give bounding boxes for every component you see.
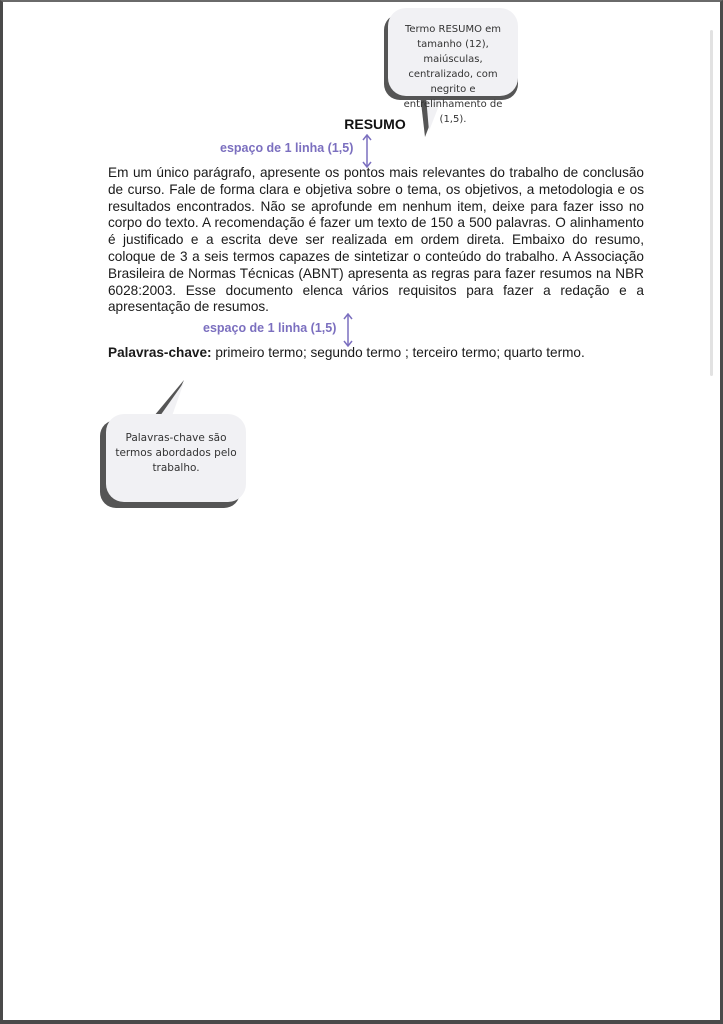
spacing-note-bottom: espaço de 1 linha (1,5)	[203, 321, 337, 335]
bubble-title-text: Termo RESUMO em tamanho (12), maiúsculas, centralizado, com negrito e entrelinhamento de (1,5).	[403, 24, 503, 125]
resumo-title: RESUMO	[344, 116, 406, 132]
double-arrow-icon	[361, 134, 373, 168]
double-arrow-icon	[342, 313, 354, 347]
keywords-text: primeiro termo; segundo termo ; terceiro termo; quarto termo.	[211, 345, 585, 360]
bubble-keywords-text: Palavras-chave são termos abordados pelo trabalho.	[115, 432, 237, 474]
bubble-keywords-note	[106, 414, 246, 502]
bubble-title-note	[388, 8, 518, 125]
scrollbar[interactable]	[710, 30, 713, 376]
keywords-label: Palavras-chave:	[108, 345, 212, 360]
spacing-note-top: espaço de 1 linha (1,5)	[220, 141, 354, 155]
abstract-paragraph: Em um único parágrafo, apresente os pontos mais relevantes do trabalho de conclusão de curso. Fale de forma clara e objetiva sobre o tema, os objetivos, a metodologia e os resultados encontrados. Não se aprofunde em nenhum item, deixe para fazer isso no corpo do texto. A recomendação é fazer um texto de 150 a 500 palavras. O alinhamento é justificado e a escrita deve ser realizada em ordem direta. Embaixo do resumo, coloque de 3 a seis termos capazes de sintetizar o conteúdo do trabalho. A Associação Brasileira de Normas Técnicas (ABNT) apresenta as regras para fazer resumos na NBR 6028:2003. Esse documento elenca vários requisitos para fazer a redação e a apresentação de resumos.	[108, 165, 644, 315]
keywords-line	[108, 345, 648, 360]
